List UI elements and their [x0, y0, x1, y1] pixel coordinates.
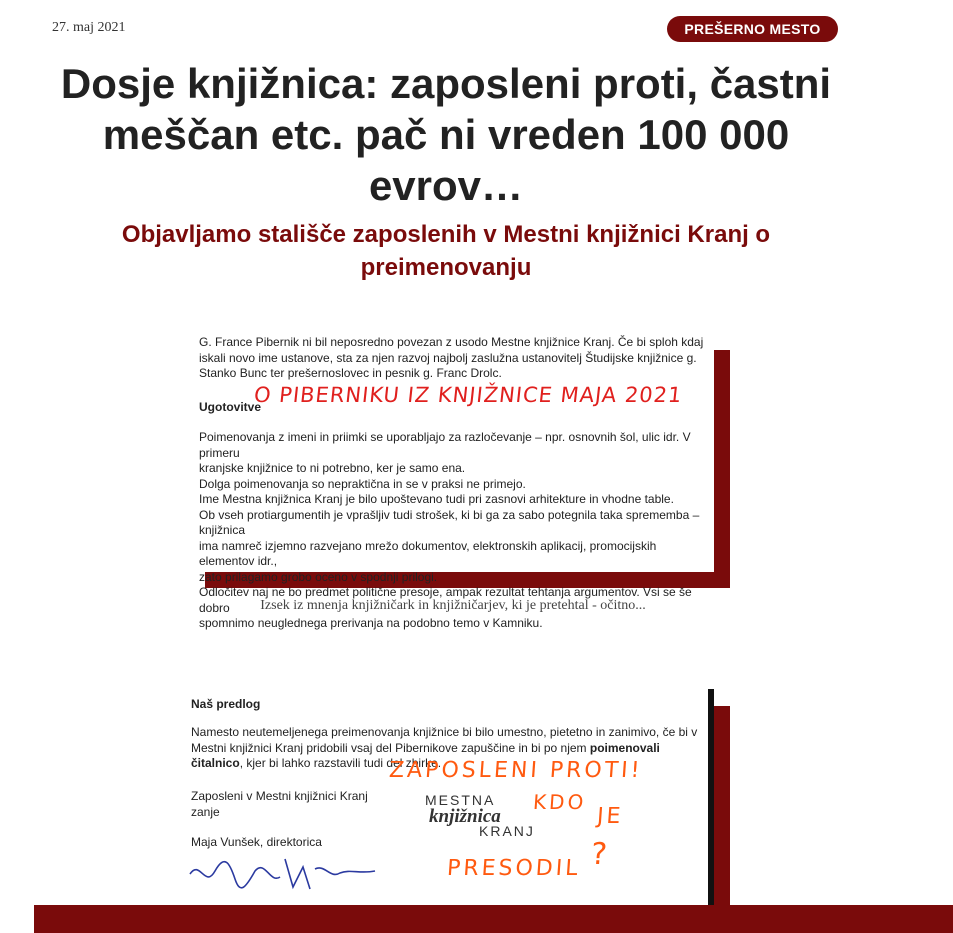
figure1-line: Ime Mestna knjižnica Kranj je bilo upoštevano tudi pri zasnovi arhitekture in vhodne table.	[199, 492, 674, 506]
figure2-heading: Naš predlog	[191, 697, 261, 711]
figure1-line: ima namreč izjemno razvejano mrežo dokumentov, elektronskih aplikacij, promocijskih elementov idr.,	[199, 538, 657, 568]
logo-line-1: MESTNA	[425, 792, 496, 808]
figure1-line: zato prilagamo grobo oceno v spodnji prilogi.	[199, 569, 438, 584]
logo-line-2: knjižnica	[429, 805, 501, 827]
director-name: Maja Vunšek, direktorica	[191, 835, 322, 849]
library-logo	[425, 793, 535, 840]
article-title: Dosje knjižnica: zaposleni proti, častni meščan etc. pač ni vreden 100 000 evrov…	[60, 60, 832, 209]
handwriting-zaposleni-proti: ZAPOSLENI PROTI!	[388, 758, 644, 783]
signoff-line-1: Zaposleni v Mestni knjižnici Kranj	[191, 789, 368, 803]
handwriting-je: JE	[596, 804, 625, 829]
figure2-para-before: Namesto neutemeljenega preimenovanja knjižnice bi bilo umestno, pietetno in zanimivo, če bi v Mestni knjižnici Kranj pridobili vsaj del Pibernikove zapuščine in bi po njem	[191, 725, 698, 755]
category-badge[interactable]: PREŠERNO MESTO	[667, 16, 838, 42]
figure2-image	[177, 689, 708, 905]
figure2-para-bold: poimenovali čitalnico	[191, 740, 660, 770]
figure1-caption: Izsek iz mnenja knjižničark in knjižničarjev, ki je pretehtal - očitno...	[260, 598, 646, 613]
handwriting-kdo: KDO	[532, 790, 588, 814]
bottom-bar	[34, 905, 953, 933]
handwriting-question-mark: ?	[589, 837, 612, 872]
article-date: 27. maj 2021	[52, 20, 126, 35]
figure2-signoff	[191, 789, 391, 820]
figure1-line: kranjske knjižnice to ni potrebno, ker je samo ena.	[199, 461, 466, 475]
figure2-dark-edge	[708, 689, 714, 905]
figure1-line: Poimenovanja z imeni in priimki se uporabljajo za razločevanje – npr. osnovnih šol, ulic idr. V primeru	[199, 430, 691, 460]
figure1-line: Dolga poimenovanja so nepraktična in se v praksi ne primejo.	[199, 476, 526, 491]
figure2-para-after: , kjer bi lahko razstavili tudi del zbirke.	[239, 756, 442, 770]
figure1-label: Ugotovitve	[199, 400, 262, 414]
signoff-line-2: zanje	[191, 804, 220, 819]
logo-line-3: KRANJ	[479, 823, 535, 839]
signature-scrawl	[185, 849, 385, 899]
figure1-line: Odločitev naj ne bo predmet politične presoje, ampak rezultat tehtanja argumentov. Vsi se še dobro	[199, 585, 692, 615]
figure1-line: spomnimo neuglednega prerivanja na podobno temo v Kamniku.	[199, 616, 543, 630]
article-subtitle: Objavljamo stališče zaposlenih v Mestni knjižnici Kranj o preimenovanju	[121, 221, 771, 281]
handwriting-presodil: PRESODIL	[446, 856, 582, 881]
figure1-handwriting: O PIBERNIKU IZ KNJIŽNICE MAJA 2021	[252, 383, 684, 407]
figure1-paragraph1: G. France Pibernik ni bil neposredno povezan z usodo Mestne knjižnice Kranj. Če bi sploh kdaj iskali novo ime ustanove, sta za njen razvoj najbolj zaslužna ustanovitelj Študijske knjižnice g. Stanko Bunc ter prešernoslovec in pesnik g. Franc Drolc.	[199, 335, 704, 380]
figure1-line: Ob vseh protiargumentih je vprašljiv tudi strošek, ki bi ga za sabo potegnila taka sprememba – knjižnica	[199, 507, 700, 537]
